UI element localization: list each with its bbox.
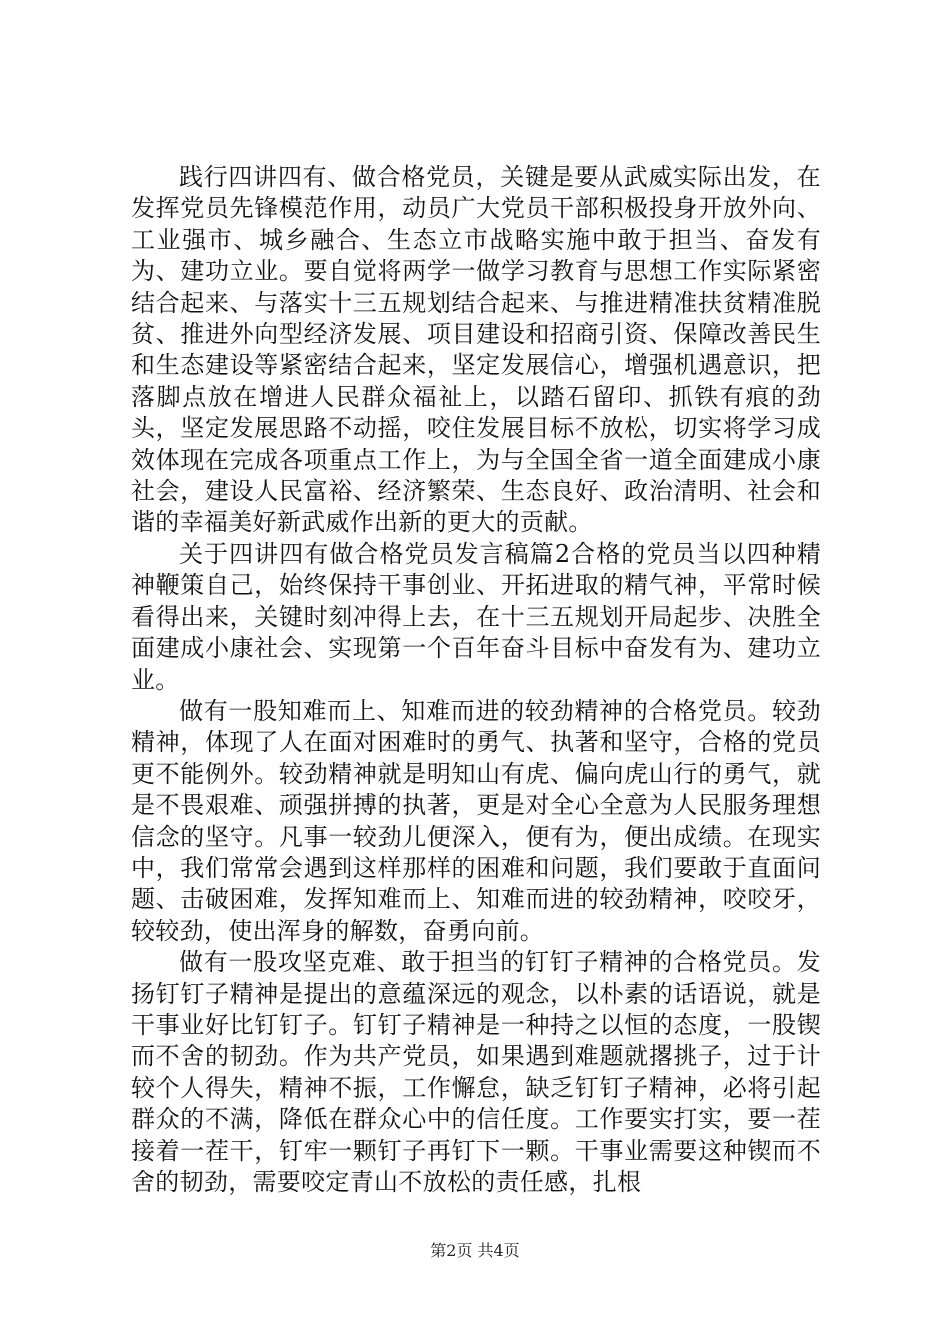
paragraph-1: 践行四讲四有、做合格党员，关键是要从武威实际出发，在发挥党员先锋模范作用，动员广大党员干部积极投身开放外向、工业强市、城乡融合、生态立市战略实施中敢于担当、奋发有为、建功立业。要自觉将两学一做学习教育与思想工作实际紧密结合起来、与落实十三五规划结合起来、与推进精准扶贫精准脱贫、推进外向型经济发展、项目建设和招商引资、保障改善民生和生态建设等紧密结合起来，坚定发展信心，增强机遇意识，把落脚点放在增进人民群众福祉上，以踏石留印、抓铁有痕的劲头，坚定发展思路不动摇，咬住发展目标不放松，切实将学习成效体现在完成各项重点工作上，为与全国全省一道全面建成小康社会，建设人民富裕、经济繁荣、生态良好、政治清明、社会和谐的幸福美好新武威作出新的更大的贡献。 [131,163,821,537]
paragraph-3: 做有一股知难而上、知难而进的较劲精神的合格党员。较劲精神，体现了人在面对困难时的勇气、执著和坚守，合格的党员更不能例外。较劲精神就是明知山有虎、偏向虎山行的勇气，就是不畏艰难、顽强拼搏的执著，更是对全心全意为人民服务理想信念的坚守。凡事一较劲儿便深入，便有为，便出成绩。在现实中，我们常常会遇到这样那样的困难和问题，我们要敢于直面问题、击破困难，发挥知难而上、知难而进的较劲精神，咬咬牙，较较劲，使出浑身的解数，奋勇向前。 [131,696,821,945]
page-number-footer: 第2页 共4页 [430,1241,520,1260]
document-body [131,162,821,1212]
paragraph-4: 做有一股攻坚克难、敢于担当的钉钉子精神的合格党员。发扬钉钉子精神是提出的意蕴深远的观念，以朴素的话语说，就是干事业好比钉钉子。钉钉子精神是一种持之以恒的态度，一股锲而不舍的韧劲。作为共产党员，如果遇到难题就撂挑子，过于计较个人得失，精神不振，工作懈怠，缺乏钉钉子精神，必将引起群众的不满，降低在群众心中的信任度。工作要实打实，要一茬接着一茬干，钉牢一颗钉子再钉下一颗。干事业需要这种锲而不舍的韧劲，需要咬定青山不放松的责任感，扎根 [131,948,821,1196]
paragraph-2: 关于四讲四有做合格党员发言稿篇2合格的党员当以四种精神鞭策自己，始终保持干事创业、开拓进取的精气神，平常时候看得出来，关键时刻冲得上去，在十三五规划开局起步、决胜全面建成小康社会、实现第一个百年奋斗目标中奋发有为、建功立业。 [131,539,821,694]
